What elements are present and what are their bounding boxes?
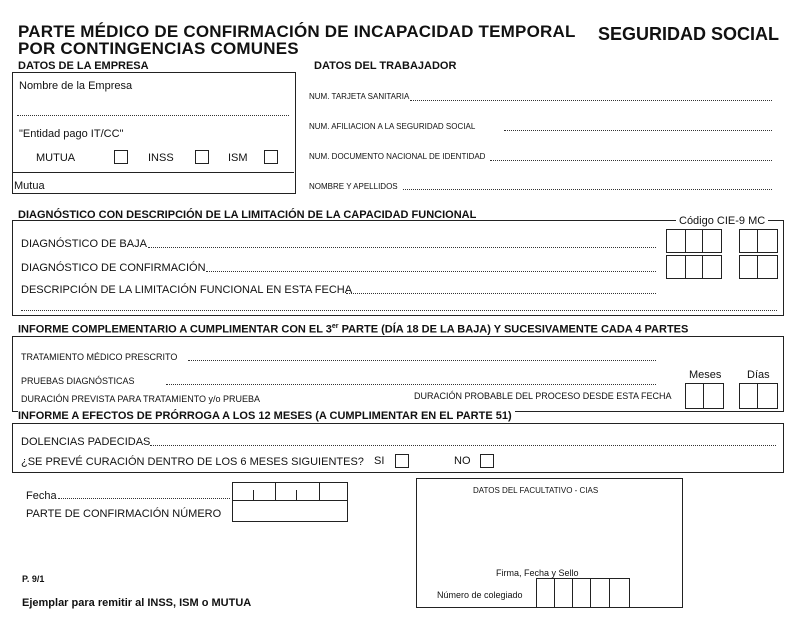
mutua-field-line [12,172,294,173]
inss-option-label: INSS [148,152,174,164]
meses-label: Meses [689,369,722,381]
informe-heading-pre: INFORME COMPLEMENTARIO A CUMPLIMENTAR CON EL 3 [18,323,332,336]
colegiado-cells[interactable] [536,578,630,608]
informe-heading-post: PARTE (DÍA 18 DE LA BAJA) Y SUCESIVAMENTE CADA 4 PARTES [338,323,689,336]
prorroga-heading: INFORME A EFECTOS DE PRÓRROGA A LOS 12 MESES (A CUMPLIMENTAR EN EL PARTE 51) [18,410,515,422]
ism-option-label: ISM [228,152,248,164]
parte-numero-label: PARTE DE CONFIRMACIÓN NÚMERO [26,508,222,520]
cie9-confirmacion-code-b[interactable] [739,255,778,279]
fecha-label: Fecha [26,490,57,502]
informe-heading-sup: er [331,323,339,330]
no-checkbox[interactable] [480,454,494,468]
form-title-line2: POR CONTINGENCIAS COMUNES [18,39,299,58]
fecha-cells[interactable] [232,482,348,502]
dias-cells[interactable] [739,383,778,409]
si-label: SI [374,455,385,467]
diagnostico-baja-label: DIAGNÓSTICO DE BAJA [21,238,147,250]
nombre-apellidos-label: NOMBRE Y APELLIDOS [309,182,398,191]
parte-numero-field[interactable] [232,500,348,522]
afiliacion-label: NUM. AFILIACION A LA SEGURIDAD SOCIAL [309,122,476,131]
diagnostico-baja-field[interactable] [148,247,656,248]
meses-cells[interactable] [685,383,724,409]
duracion-probable-label: DURACIÓN PROBABLE DEL PROCESO DESDE ESTA FECHA [414,391,672,401]
nombre-apellidos-field[interactable] [403,189,772,190]
pruebas-label: PRUEBAS DIAGNÓSTICAS [21,376,135,386]
ejemplar-note: Ejemplar para remitir al INSS, ISM o MUTUA [22,597,252,609]
facultativo-label: DATOS DEL FACULTATIVO - CIAS [473,486,599,495]
firma-label: Firma, Fecha y Sello [496,568,579,578]
descripcion-limitacion-field-2[interactable] [21,310,777,311]
tratamiento-field[interactable] [188,360,656,361]
inss-checkbox[interactable] [195,150,209,164]
descripcion-limitacion-label: DESCRIPCIÓN DE LA LIMITACIÓN FUNCIONAL EN ESTA FECHA [21,284,353,296]
tarjeta-sanitaria-field[interactable] [410,100,772,101]
cie9-baja-code-b[interactable] [739,229,778,253]
codigo-cie9-label: Código CIE-9 MC [676,215,768,227]
mutua-checkbox[interactable] [114,150,128,164]
curacion-question: ¿SE PREVÉ CURACIÓN DENTRO DE LOS 6 MESES SIGUIENTES? [21,456,364,468]
pruebas-field[interactable] [166,384,656,385]
descripcion-limitacion-field[interactable] [346,293,656,294]
colegiado-label: Número de colegiado [437,590,523,600]
agency-name: SEGURIDAD SOCIAL [598,24,780,44]
informe-heading [18,323,688,336]
form-code: P. 9/1 [22,574,45,584]
fecha-leader [58,498,230,499]
dni-field[interactable] [490,160,772,161]
mutua-option-label: MUTUA [36,152,76,164]
duracion-prevista-label: DURACIÓN PREVISTA PARA TRATAMIENTO y/o PRUEBA [21,394,261,404]
form-title-line1: PARTE MÉDICO DE CONFIRMACIÓN DE INCAPACIDAD TEMPORAL [18,22,576,41]
dni-label: NUM. DOCUMENTO NACIONAL DE IDENTIDAD [309,152,486,161]
afiliacion-field[interactable] [504,130,772,131]
empresa-nombre-label: Nombre de la Empresa [19,80,133,92]
no-label: NO [454,455,471,467]
empresa-nombre-field[interactable] [17,115,289,116]
diagnostico-confirmacion-field[interactable] [206,271,656,272]
tratamiento-label: TRATAMIENTO MÉDICO PRESCRITO [21,352,178,362]
diagnostico-heading: DIAGNÓSTICO CON DESCRIPCIÓN DE LA LIMITACIÓN DE LA CAPACIDAD FUNCIONAL [18,209,477,221]
dias-label: Días [747,369,770,381]
cie9-baja-code-a[interactable] [666,229,722,253]
dolencias-field[interactable] [150,445,776,446]
mutua-field-label: Mutua [14,180,45,192]
entidad-pago-label: "Entidad pago IT/CC" [19,128,124,140]
empresa-heading: DATOS DE LA EMPRESA [18,60,149,72]
dolencias-label: DOLENCIAS PADECIDAS [21,436,151,448]
trabajador-heading: DATOS DEL TRABAJADOR [314,60,457,72]
ism-checkbox[interactable] [264,150,278,164]
tarjeta-sanitaria-label: NUM. TARJETA SANITARIA [309,92,410,101]
si-checkbox[interactable] [395,454,409,468]
diagnostico-confirmacion-label: DIAGNÓSTICO DE CONFIRMACIÓN [21,262,206,274]
cie9-confirmacion-code-a[interactable] [666,255,722,279]
